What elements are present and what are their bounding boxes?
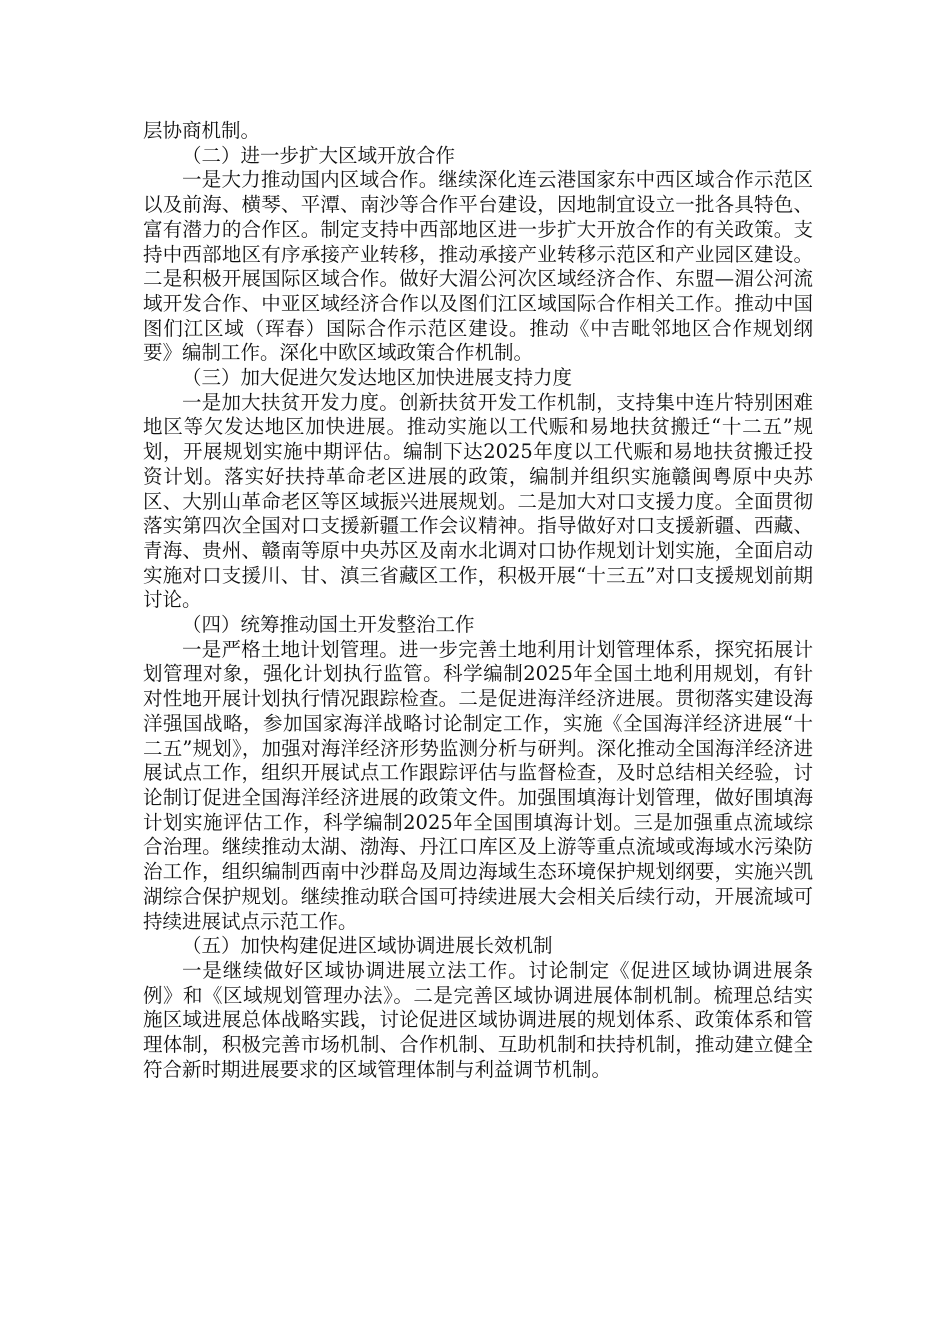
paragraph-poverty-alleviation: 一是加大扶贫开发力度。创新扶贫开发工作机制，支持集中连片特别困难地区等欠发达地区加快进展。推动实施以工代赈和易地扶贫搬迁“十二五”规划，开展规划实施中期评估。编制下达2025年度以工代赈和易地扶贫搬迁投资计划。落实好扶持革命老区进展的政策，编制并组织实施赣闽粤原中央苏区、大别山革命老区等区域振兴进展规划。二是加大对口支援力度。全面贯彻落实第四次全国对口支援新疆工作会议精神。指导做好对口支援新疆、西藏、青海、贵州、赣南等原中央苏区及南水北调对口协作规划计划实施，全面启动实施对口支援川、甘、滇三省藏区工作，积极开展“十三五”对口支援规划前期讨论。 <box>143 390 813 612</box>
section-heading-3: （三）加大促进欠发达地区加快进展支持力度 <box>182 366 573 390</box>
paragraph-continuation: 层协商机制。 <box>143 119 261 142</box>
document-body <box>143 119 813 1082</box>
paragraph-coordination-mechanism: 一是继续做好区域协调进展立法工作。讨论制定《促进区域协调进展条例》和《区域规划管理办法》。二是完善区域协调进展体制机制。梳理总结实施区域进展总体战略实践，讨论促进区域协调进展的规划体系、政策体系和管理体制，积极完善市场机制、合作机制、互助机制和扶持机制，推动建立健全符合新时期进展要求的区域管理体制与利益调节机制。 <box>143 958 813 1081</box>
section-heading-2: （二）进一步扩大区域开放合作 <box>182 143 456 167</box>
paragraph-regional-cooperation: 一是大力推动国内区域合作。继续深化连云港国家东中西区域合作示范区以及前海、横琴、平潭、南沙等合作平台建设，因地制宜设立一批各具特色、富有潜力的合作区。制定支持中西部地区进一步扩大开放合作的有关政策。支持中西部地区有序承接产业转移，推动承接产业转移示范区和产业园区建设。二是积极开展国际区域合作。做好大湄公河次区域经济合作、东盟—湄公河流域开发合作、中亚区域经济合作以及图们江区域国际合作相关工作。推动中国图们江区域（珲春）国际合作示范区建设。推动《中吉毗邻地区合作规划纲要》编制工作。深化中欧区域政策合作机制。 <box>143 168 813 365</box>
paragraph-land-development: 一是严格土地计划管理。进一步完善土地利用计划管理体系，探究拓展计划管理对象，强化计划执行监管。科学编制2025年全国土地利用规划，有针对性地开展计划执行情况跟踪检查。二是促进海洋经济进展。贯彻落实建设海洋强国战略，参加国家海洋战略讨论制定工作，实施《全国海洋经济进展“十二五”规划》，加强对海洋经济形势监测分析与研判。深化推动全国海洋经济进展试点工作，组织开展试点工作跟踪评估与监督检查，及时总结相关经验，讨论制订促进全国海洋经济进展的政策文件。加强围填海计划管理，做好围填海计划实施评估工作，科学编制2025年全国围填海计划。三是加强重点流域综合治理。继续推动太湖、渤海、丹江口库区及上游等重点流域或海域水污染防治工作，组织编制西南中沙群岛及周边海域生态环境保护规划纲要，实施兴凯湖综合保护规划。继续推动联合国可持续进展大会相关后续行动，开展流域可持续进展试点示范工作。 <box>143 637 813 933</box>
section-heading-5: （五）加快构建促进区域协调进展长效机制 <box>182 934 553 958</box>
section-heading-4: （四）统筹推动国土开发整治工作 <box>182 613 475 637</box>
